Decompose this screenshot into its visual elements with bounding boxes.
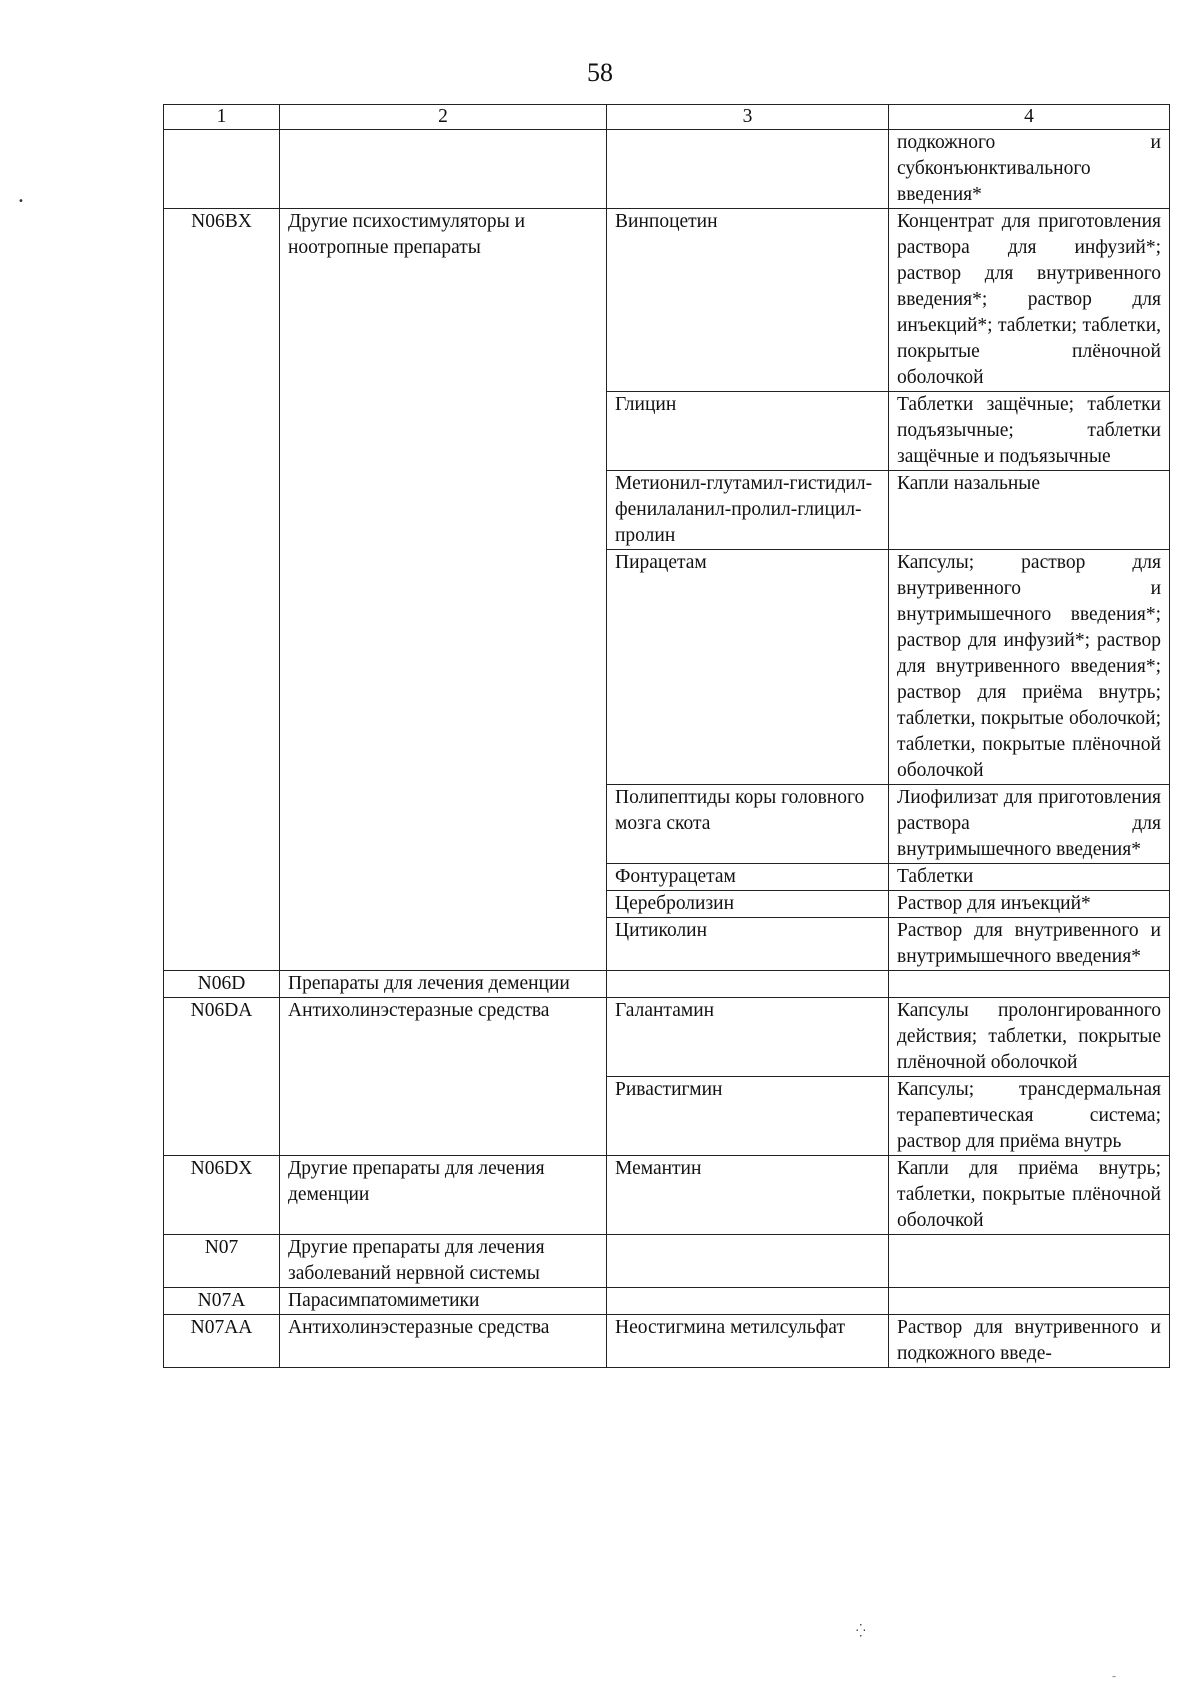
group-name-cell: Антихолинэстеразные средства bbox=[280, 998, 607, 1156]
dosage-form-cell: Концентрат для приготовления раствора для инфузий*; раствор для внутривенного введения*; раствор для инъекций*; таблетки; таблетки, покрытые плёночной оболочкой bbox=[889, 209, 1170, 392]
drug-name-cell: Ривастигмин bbox=[607, 1077, 889, 1156]
dosage-form-cell: Лиофилизат для приготовления раствора для внутримышечного введения* bbox=[889, 785, 1170, 864]
table-row bbox=[164, 1156, 1170, 1235]
scan-speck: • bbox=[18, 196, 24, 207]
dosage-form-cell bbox=[889, 1288, 1170, 1315]
atc-code-cell: N07AA bbox=[164, 1315, 280, 1368]
drug-name-cell: Полипептиды коры головного мозга скота bbox=[607, 785, 889, 864]
page-number: 58 bbox=[587, 58, 613, 87]
drug-name-cell: Церебролизин bbox=[607, 891, 889, 918]
drug-name-cell: Мемантин bbox=[607, 1156, 889, 1235]
column-header-1: 1 bbox=[164, 105, 280, 130]
group-name-cell: Другие препараты для лечения деменции bbox=[280, 1156, 607, 1235]
atc-code-cell: N06DX bbox=[164, 1156, 280, 1235]
drug-name-cell bbox=[607, 971, 889, 998]
table-row bbox=[164, 998, 1170, 1077]
table-row bbox=[164, 209, 1170, 392]
dosage-form-cell bbox=[889, 1235, 1170, 1288]
drug-name-cell: Фонтурацетам bbox=[607, 864, 889, 891]
scan-speck: – bbox=[1112, 1672, 1116, 1681]
column-header-3: 3 bbox=[607, 105, 889, 130]
drug-name-cell bbox=[607, 1288, 889, 1315]
atc-code-cell: N07 bbox=[164, 1235, 280, 1288]
atc-code-cell: N06D bbox=[164, 971, 280, 998]
dosage-form-cell: Капли для приёма внутрь; таблетки, покрытые плёночной оболочкой bbox=[889, 1156, 1170, 1235]
dosage-form-cell: Капсулы; раствор для внутривенного и внутримышечного введения*; раствор для инфузий*; раствор для внутривенного введения*; раствор для приёма внутрь; таблетки, покрытые оболочкой; таблетки, покрытые плёночной оболочкой bbox=[889, 550, 1170, 785]
drug-name-cell bbox=[607, 130, 889, 209]
drug-name-cell: Цитиколин bbox=[607, 918, 889, 971]
column-header-2: 2 bbox=[280, 105, 607, 130]
drug-name-cell: Пирацетам bbox=[607, 550, 889, 785]
drug-name-cell: Глицин bbox=[607, 392, 889, 471]
dosage-form-cell: Таблетки bbox=[889, 864, 1170, 891]
table-row bbox=[164, 130, 1170, 209]
drug-name-cell bbox=[607, 1235, 889, 1288]
drug-name-cell: Метионил-глутамил-гистидил-фенилаланил-пролил-глицил-пролин bbox=[607, 471, 889, 550]
dosage-form-cell: Раствор для внутривенного и подкожного введе- bbox=[889, 1315, 1170, 1368]
table-header-row bbox=[164, 105, 1170, 130]
group-name-cell: Препараты для лечения деменции bbox=[280, 971, 607, 998]
atc-code-cell: N06BX bbox=[164, 209, 280, 971]
dosage-form-cell: подкожного и субконъюнктивального введения* bbox=[889, 130, 1170, 209]
atc-code-cell: N07A bbox=[164, 1288, 280, 1315]
scan-speck: ⁛ bbox=[856, 1624, 866, 1638]
dosage-form-cell bbox=[889, 971, 1170, 998]
table-row bbox=[164, 1315, 1170, 1368]
drug-name-cell: Винпоцетин bbox=[607, 209, 889, 392]
atc-code-cell bbox=[164, 130, 280, 209]
table-row bbox=[164, 1235, 1170, 1288]
dosage-form-cell: Капсулы пролонгированного действия; таблетки, покрытые плёночной оболочкой bbox=[889, 998, 1170, 1077]
atc-code-cell: N06DA bbox=[164, 998, 280, 1156]
group-name-cell: Антихолинэстеразные средства bbox=[280, 1315, 607, 1368]
drug-name-cell: Неостигмина метилсульфат bbox=[607, 1315, 889, 1368]
column-header-4: 4 bbox=[889, 105, 1170, 130]
dosage-form-cell: Раствор для внутривенного и внутримышечного введения* bbox=[889, 918, 1170, 971]
group-name-cell: Другие препараты для лечения заболеваний нервной системы bbox=[280, 1235, 607, 1288]
dosage-form-cell: Капсулы; трансдермальная терапевтическая система; раствор для приёма внутрь bbox=[889, 1077, 1170, 1156]
group-name-cell bbox=[280, 130, 607, 209]
drug-name-cell: Галантамин bbox=[607, 998, 889, 1077]
table-row bbox=[164, 971, 1170, 998]
group-name-cell: Другие психостимуляторы и ноотропные препараты bbox=[280, 209, 607, 971]
group-name-cell: Парасимпатомиметики bbox=[280, 1288, 607, 1315]
drug-table bbox=[163, 104, 1170, 1368]
dosage-form-cell: Капли назальные bbox=[889, 471, 1170, 550]
dosage-form-cell: Таблетки защёчные; таблетки подъязычные; таблетки защёчные и подъязычные bbox=[889, 392, 1170, 471]
table-row bbox=[164, 1288, 1170, 1315]
dosage-form-cell: Раствор для инъекций* bbox=[889, 891, 1170, 918]
